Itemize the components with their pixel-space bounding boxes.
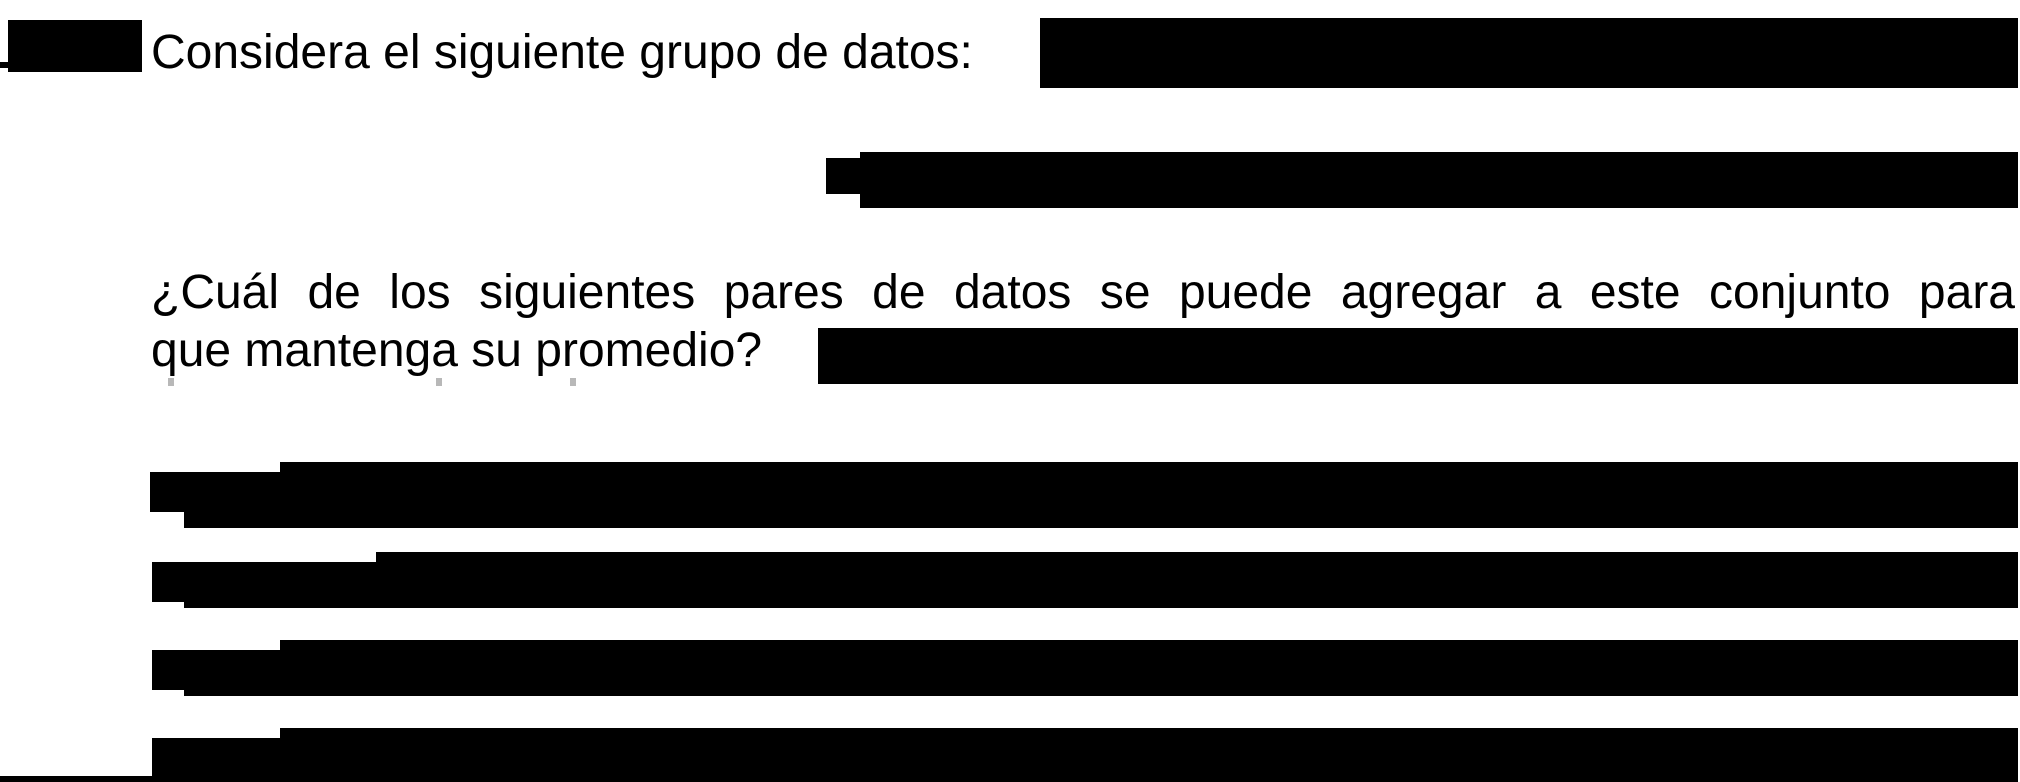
question-number-redaction (8, 20, 142, 72)
scan-artifact (436, 378, 442, 386)
option-c-marker-redaction (152, 650, 286, 690)
question-number-redaction-tail (0, 62, 14, 68)
option-a-marker-redaction (150, 472, 284, 512)
option-d-marker-redaction (152, 738, 286, 782)
option-c-marker-redaction-low (184, 686, 284, 696)
intro-redaction (1040, 18, 2018, 88)
option-b-redaction (376, 552, 2018, 608)
option-d-redaction (280, 728, 2018, 782)
scan-artifact (570, 378, 576, 386)
intro-text: Considera el siguiente grupo de datos: (151, 26, 973, 79)
prompt-line-1: ¿Cuál de los siguientes pares de datos se puede agregar a este conjunto para (151, 266, 2015, 319)
option-a-redaction (280, 462, 2018, 528)
option-c-redaction (280, 640, 2018, 696)
option-b-marker-redaction (152, 562, 382, 602)
option-d-underline-redaction (0, 776, 160, 782)
option-a-marker-redaction-low (184, 508, 284, 528)
data-set-redaction (860, 152, 2018, 208)
scan-artifact (168, 378, 174, 386)
option-b-marker-redaction-low (184, 598, 384, 608)
prompt-redaction (818, 328, 2018, 384)
data-set-redaction-edge (826, 158, 866, 194)
prompt-line-2: que mantenga su promedio? (151, 324, 763, 377)
